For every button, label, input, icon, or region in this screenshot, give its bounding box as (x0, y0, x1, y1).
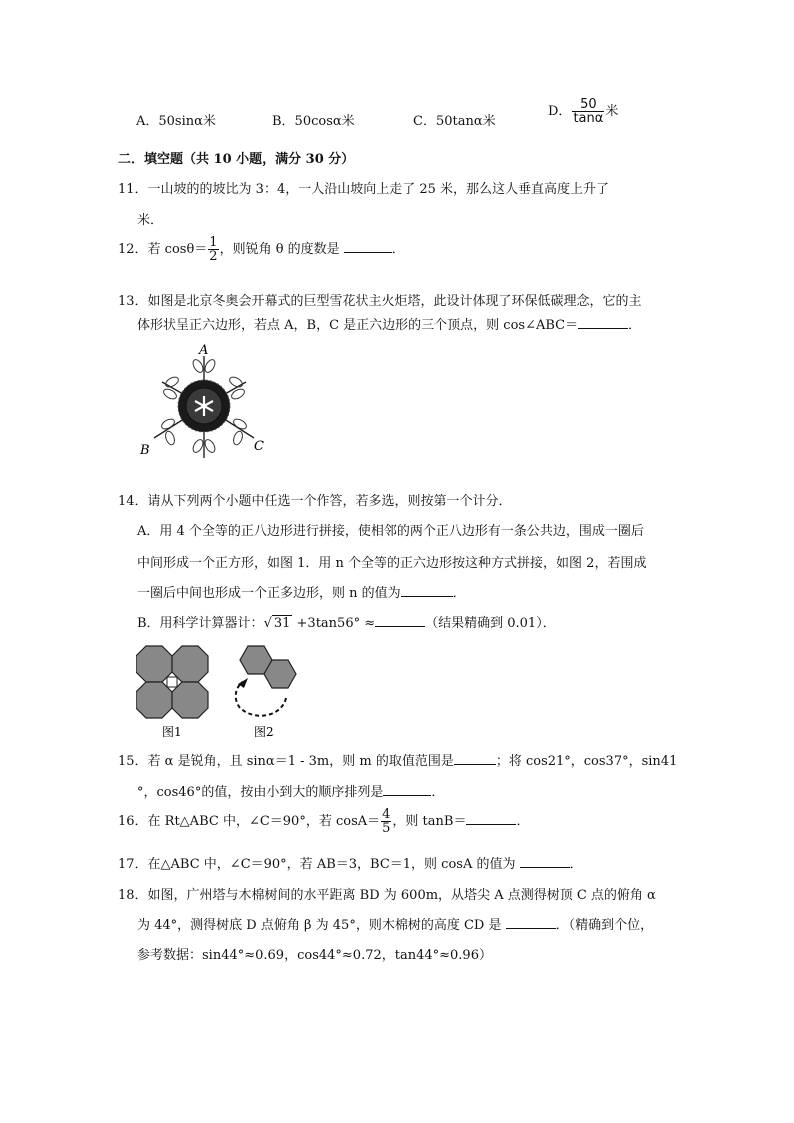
q13-line2-text: 体形状呈正六边形，若点 A，B，C 是正六边形的三个顶点，则 cos∠ABC＝ (137, 318, 579, 333)
q16-answer-blank[interactable] (466, 812, 516, 825)
q14-a-answer-blank[interactable] (401, 584, 453, 597)
q17 (118, 853, 583, 872)
q15-end: ． (431, 785, 445, 800)
q15-line1-post: ；将 cos21°，cos37°，sin41 (495, 754, 678, 769)
q13-line1: 13．如图是北京冬奥会开幕式的巨型雪花状主火炬塔，此设计体现了环保低碳理念，它的主 (118, 294, 642, 309)
section-2-title: 二．填空题（共 10 小题，满分 30 分） (118, 152, 355, 167)
option-c: C．50tanα米 (413, 114, 496, 129)
q14-a-end: ． (452, 586, 466, 601)
option-b: B．50cosα米 (272, 114, 355, 129)
q11-line2: 米． (137, 213, 164, 228)
hexagon-figure-2 (226, 644, 306, 740)
q16-fraction (381, 808, 391, 835)
q14-b-pre: B．用科学计算器计： (137, 616, 264, 631)
q12-answer-blank[interactable] (344, 240, 392, 253)
q14-a-line3-text: 一圈后中间也形成一个正多边形，则 n 的值为 (137, 586, 401, 601)
q15-answer-blank-1[interactable] (454, 752, 496, 765)
q18-line2-text: 为 44°，测得树底 D 点俯角 β 为 45°，则木棉树的高度 CD 是 (137, 918, 502, 933)
q14-line1: 14．请从下列两个小题中任选一个作答，若多选，则按第一个计分． (118, 494, 512, 509)
q14-b-answer-blank[interactable] (375, 614, 425, 627)
option-d (548, 98, 618, 125)
q14-a-line1: A．用 4 个全等的正八边形进行拼接，使相邻的两个正八边形有一条公共边，围成一圈后 (137, 524, 644, 539)
q18-line2 (137, 914, 653, 933)
option-d-unit: 米 (605, 104, 619, 119)
q16-end: ． (516, 814, 530, 829)
vertex-label-c: C (254, 439, 264, 454)
q12 (118, 236, 405, 263)
q14-b-end: （结果精确到 0.01）． (425, 616, 556, 631)
q17-text: 17．在△ABC 中，∠C＝90°，若 AB＝3，BC＝1，则 cosA 的值为 (118, 857, 516, 872)
q15-line1-text: 15．若 α 是锐角，且 sinα＝1 - 3m，则 m 的取值范围是 (118, 754, 454, 769)
vertex-label-b: B (140, 443, 150, 458)
q18-line1: 18．如图，广州塔与木棉树间的水平距离 BD 为 600m，从塔尖 A 点测得树顶 C 点的俯角 α (118, 888, 656, 903)
option-d-label: D． (548, 104, 572, 119)
q16-numerator: 4 (382, 807, 391, 822)
q15-line2 (137, 781, 444, 800)
option-d-fraction (572, 98, 604, 125)
q16-post: ，则 tanB＝ (392, 814, 467, 829)
q16-denominator: 5 (382, 821, 391, 836)
q11-line1: 11．一山坡的的坡比为 3：4，一人沿山坡向上走了 25 米，那么这人垂直高度上升了 (118, 182, 610, 197)
snowflake-torch-figure (136, 342, 268, 462)
fig1-caption: 图1 (162, 725, 182, 739)
q15-line2-text: °，cos46°的值，按由小到大的顺序排列是 (137, 785, 384, 800)
q14-a-line2: 中间形成一个正方形，如图 1．用 n 个全等的正六边形按这种方式拼接，如图 2，若围成 (137, 556, 647, 571)
q12-denominator: 2 (209, 249, 218, 264)
fig2-caption: 图2 (254, 725, 274, 739)
q17-answer-blank[interactable] (520, 855, 570, 868)
sqrt-radicand: 31 (273, 616, 291, 631)
q15-answer-blank-2[interactable] (383, 783, 431, 796)
q12-fraction (208, 236, 218, 263)
q15-line1 (118, 750, 677, 769)
vertex-label-a: A (199, 343, 209, 358)
option-d-numerator: 50 (572, 98, 604, 112)
q14-b-mid: +3tan56° ≈ (292, 616, 376, 631)
q13-answer-blank[interactable] (578, 316, 628, 329)
q18-line3: 参考数据：sin44°≈0.69，cos44°≈0.72，tan44°≈0.96） (137, 948, 492, 963)
q16 (118, 808, 529, 835)
option-a: A．50sinα米 (136, 114, 216, 129)
q12-pre: 12．若 cosθ＝ (118, 242, 208, 257)
q17-end: ． (569, 857, 583, 872)
option-d-denominator: tanα (573, 111, 604, 126)
q13-end: ． (628, 318, 642, 333)
q18-answer-blank[interactable] (506, 916, 556, 929)
q13-line2 (137, 314, 641, 333)
octagon-figure-1 (136, 644, 216, 740)
q16-pre: 16．在 Rt△ABC 中，∠C＝90°，若 cosA＝ (118, 814, 381, 829)
q14-b-line (137, 612, 556, 631)
q14-a-line3 (137, 582, 466, 601)
q12-numerator: 1 (209, 235, 218, 250)
q12-end: ． (391, 242, 405, 257)
q12-post: ，则锐角 θ 的度数是 (219, 242, 340, 257)
sqrt-sign: √ (263, 616, 272, 631)
q18-line2-post: ．（精确到个位， (555, 918, 654, 933)
center-square (167, 677, 177, 687)
